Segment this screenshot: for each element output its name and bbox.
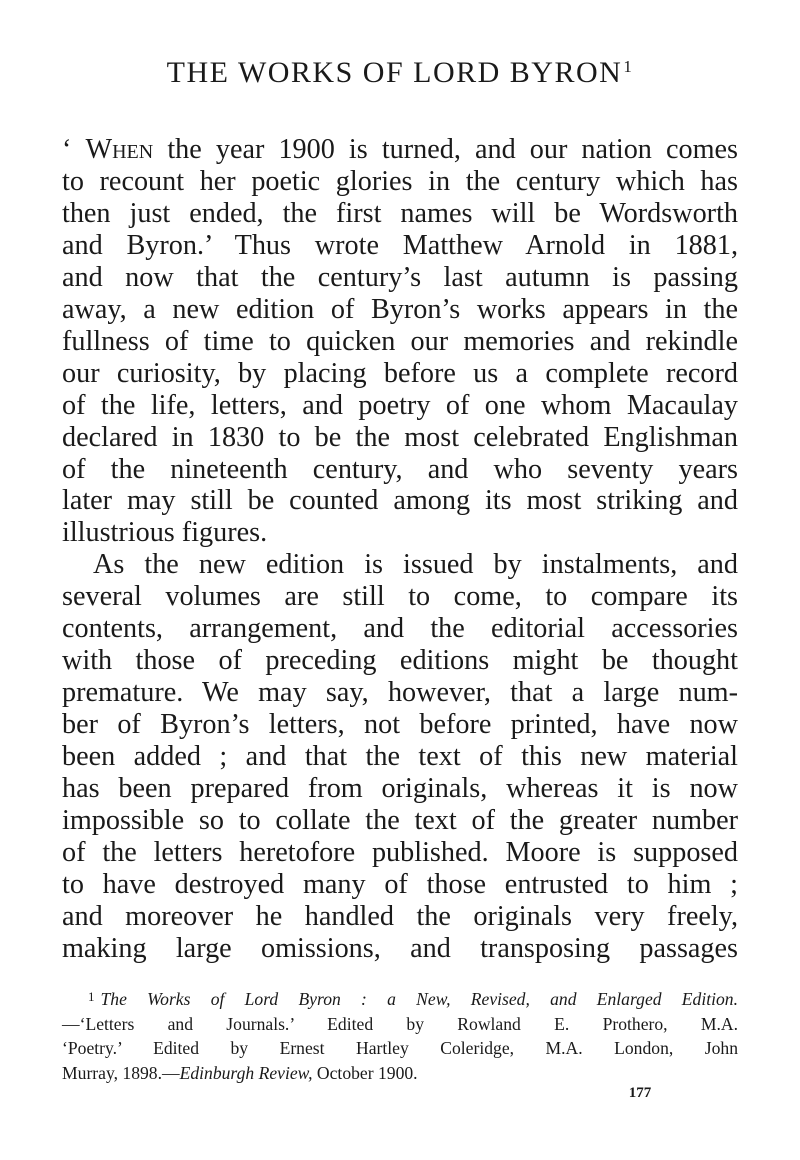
body-line-24: to have destroyed many of those entrusted to him ; bbox=[62, 868, 738, 900]
body-line-20: been added ; and that the text of this new material bbox=[62, 741, 738, 773]
footnote-line-3: ‘Poetry.’ Edited by Ernest Hartley Coleridge, M.A. London, John bbox=[62, 1038, 738, 1058]
footnote-reference: 1 bbox=[623, 57, 634, 76]
body-line-13: illustrious figures. bbox=[62, 517, 268, 549]
footnote-line-2: —‘Letters and Journals.’ Edited by Rowland E. Prothero, M.A. bbox=[62, 1013, 738, 1034]
body-line-25: and moreover he handled the originals very freely, bbox=[62, 900, 738, 932]
body-line-8: our curiosity, by placing before us a complete record bbox=[62, 357, 738, 389]
footnote-line-4: Murray, 1898.—Edinburgh Review, October 1900. bbox=[62, 1062, 418, 1083]
body-line-3: then just ended, the first names will be Wordsworth bbox=[62, 197, 738, 229]
body-line-19: ber of Byron’s letters, not before printed, have now bbox=[62, 709, 738, 741]
footnote-mark: 1 bbox=[88, 989, 95, 1004]
footnote-line-1: $^1$ The Works of Lord Byron : a New, Revised, and Enlarged Edition. bbox=[88, 989, 738, 1009]
body-line-11: of the nineteenth century, and who seventy years bbox=[62, 453, 738, 485]
title-text: THE WORKS OF LORD BYRON bbox=[166, 56, 623, 89]
body-line-6: away, a new edition of Byron’s works appears in the bbox=[62, 293, 738, 325]
body-line-22: impossible so to collate the text of the greater number bbox=[62, 805, 738, 837]
body-line-1: ‘ When the year 1900 is turned, and our nation comes bbox=[62, 134, 738, 165]
body-line-15: several volumes are still to come, to compare its bbox=[62, 581, 738, 613]
body-line-14: As the new edition is issued by instalments, and bbox=[93, 549, 738, 581]
body-line-5: and now that the century’s last autumn is passing bbox=[62, 261, 738, 293]
body-line-21: has been prepared from originals, whereas it is now bbox=[62, 773, 738, 805]
body-line-9: of the life, letters, and poetry of one whom Macaulay bbox=[62, 389, 738, 421]
article-body bbox=[62, 134, 738, 965]
footnote bbox=[62, 985, 738, 1085]
body-line-12: later may still be counted among its most striking and bbox=[62, 485, 738, 517]
body-line-7: fullness of time to quicken our memories and rekindle bbox=[62, 325, 738, 357]
body-line-23: of the letters heretofore published. Moore is supposed bbox=[62, 836, 738, 868]
body-line-18: premature. We may say, however, that a large num- bbox=[62, 677, 738, 709]
body-line-10: declared in 1830 to be the most celebrated Englishman bbox=[62, 421, 738, 453]
body-line-2: to recount her poetic glories in the century which has bbox=[62, 165, 738, 197]
body-line-26: making large omissions, and transposing passages bbox=[62, 932, 738, 964]
body-line-16: contents, arrangement, and the editorial accessories bbox=[62, 613, 738, 645]
page-number: 177 bbox=[628, 1085, 652, 1101]
body-line-4: and Byron.’ Thus wrote Matthew Arnold in 1881, bbox=[62, 229, 738, 261]
page-title bbox=[0, 56, 800, 90]
body-line-17: with those of preceding editions might be thought bbox=[62, 645, 738, 677]
